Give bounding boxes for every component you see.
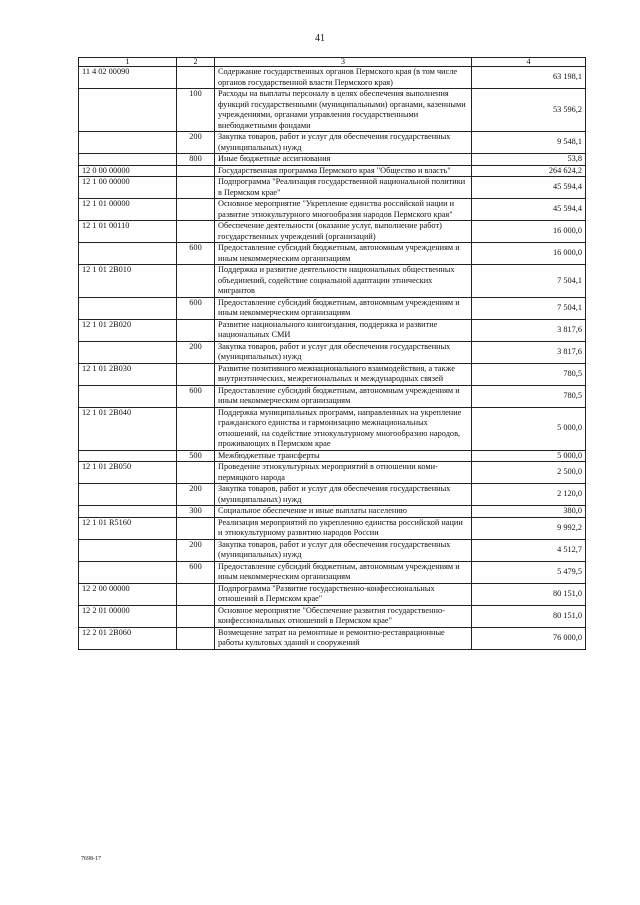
- classification-code-cell: 12 1 01 2В020: [79, 319, 177, 341]
- item-name-cell: Государственная программа Пермского края "Общество и власть": [215, 165, 472, 177]
- amount-cell: 7 504,1: [472, 297, 586, 319]
- amount-cell: 16 000,0: [472, 243, 586, 265]
- item-name-cell: Реализация мероприятий по укреплению единства российской нации и этнокультурному развитию народов России: [215, 517, 472, 539]
- item-name-cell: Возмещение затрат на ремонтные и ремонтно-реставрационные работы культовых зданий и сооружений: [215, 627, 472, 649]
- amount-cell: 264 624,2: [472, 165, 586, 177]
- classification-code-cell: [79, 89, 177, 132]
- table-row: [79, 67, 586, 89]
- table-row: [79, 385, 586, 407]
- expense-type-cell: 300: [177, 506, 215, 518]
- expense-type-cell: 200: [177, 539, 215, 561]
- item-name-cell: Предоставление субсидий бюджетным, автономным учреждениям и иным некоммерческим организациям: [215, 385, 472, 407]
- table-row: [79, 484, 586, 506]
- expense-type-cell: 500: [177, 450, 215, 462]
- classification-code-cell: 12 1 01 2В050: [79, 462, 177, 484]
- expense-type-cell: [177, 221, 215, 243]
- table-row: [79, 221, 586, 243]
- table-row: [79, 297, 586, 319]
- item-name-cell: Межбюджетные трансферты: [215, 450, 472, 462]
- expense-type-cell: 600: [177, 243, 215, 265]
- amount-cell: 2 500,0: [472, 462, 586, 484]
- classification-code-cell: 12 1 01 00110: [79, 221, 177, 243]
- amount-cell: 5 479,5: [472, 561, 586, 583]
- expense-type-cell: [177, 265, 215, 298]
- item-name-cell: Подпрограмма "Реализация государственной национальной политики в Пермском крае": [215, 177, 472, 199]
- expense-type-cell: 800: [177, 154, 215, 166]
- classification-code-cell: [79, 341, 177, 363]
- header-col-1: 1: [79, 58, 177, 67]
- expense-type-cell: 200: [177, 132, 215, 154]
- classification-code-cell: [79, 154, 177, 166]
- table-row: [79, 243, 586, 265]
- expense-type-cell: [177, 462, 215, 484]
- expense-type-cell: [177, 67, 215, 89]
- table-row: [79, 605, 586, 627]
- table-row: [79, 165, 586, 177]
- amount-cell: 380,0: [472, 506, 586, 518]
- expense-type-cell: [177, 517, 215, 539]
- item-name-cell: Проведение этнокультурных мероприятий в отношении коми-пермяцкого народа: [215, 462, 472, 484]
- expense-type-cell: 600: [177, 385, 215, 407]
- classification-code-cell: 12 1 01 00000: [79, 199, 177, 221]
- table-row: [79, 407, 586, 450]
- item-name-cell: Обеспечение деятельности (оказание услуг, выполнение работ) государственных учреждений (организаций): [215, 221, 472, 243]
- amount-cell: 9 992,2: [472, 517, 586, 539]
- item-name-cell: Закупка товаров, работ и услуг для обеспечения государственных (муниципальных) нужд: [215, 132, 472, 154]
- expense-type-cell: 600: [177, 297, 215, 319]
- item-name-cell: Развитие позитивного межнационального взаимодействия, а также внутриэтнических, межрегиональных и международных связей: [215, 363, 472, 385]
- amount-cell: 76 000,0: [472, 627, 586, 649]
- classification-code-cell: 12 2 00 00000: [79, 583, 177, 605]
- header-col-4: 4: [472, 58, 586, 67]
- item-name-cell: Закупка товаров, работ и услуг для обеспечения государственных (муниципальных) нужд: [215, 539, 472, 561]
- amount-cell: 7 504,1: [472, 265, 586, 298]
- table-row: [79, 561, 586, 583]
- amount-cell: 53 596,2: [472, 89, 586, 132]
- item-name-cell: Поддержка и развитие деятельности национальных общественных объединений, содействие социальной адаптации этнических мигрантов: [215, 265, 472, 298]
- item-name-cell: Основное мероприятие "Укрепление единства российской нации и развитие этнокультурного многообразия народов Пермского края": [215, 199, 472, 221]
- expense-type-cell: [177, 605, 215, 627]
- item-name-cell: Социальное обеспечение и иные выплаты населению: [215, 506, 472, 518]
- table-row: [79, 199, 586, 221]
- amount-cell: 45 594,4: [472, 177, 586, 199]
- footer-code: 7698-17: [81, 856, 101, 862]
- classification-code-cell: [79, 450, 177, 462]
- expense-type-cell: 200: [177, 484, 215, 506]
- item-name-cell: Развитие национального книгоиздания, поддержка и развитие национальных СМИ: [215, 319, 472, 341]
- item-name-cell: Расходы на выплаты персоналу в целях обеспечения выполнения функций государственными (муниципальными) органами, казенными учреждениями, органами управления государственными внебюджетными фондами: [215, 89, 472, 132]
- amount-cell: 3 817,6: [472, 319, 586, 341]
- classification-code-cell: 12 1 00 00000: [79, 177, 177, 199]
- table-row: [79, 462, 586, 484]
- header-col-3: 3: [215, 58, 472, 67]
- expense-type-cell: [177, 177, 215, 199]
- classification-code-cell: [79, 506, 177, 518]
- budget-table: [78, 57, 586, 650]
- table-row: [79, 177, 586, 199]
- classification-code-cell: 12 2 01 2В060: [79, 627, 177, 649]
- classification-code-cell: 12 1 01 2В030: [79, 363, 177, 385]
- table-row: [79, 450, 586, 462]
- expense-type-cell: [177, 583, 215, 605]
- amount-cell: 780,5: [472, 385, 586, 407]
- amount-cell: 45 594,4: [472, 199, 586, 221]
- classification-code-cell: [79, 297, 177, 319]
- expense-type-cell: [177, 319, 215, 341]
- expense-type-cell: [177, 627, 215, 649]
- amount-cell: 780,5: [472, 363, 586, 385]
- table-row: [79, 154, 586, 166]
- table-row: [79, 506, 586, 518]
- classification-code-cell: [79, 385, 177, 407]
- amount-cell: 2 120,0: [472, 484, 586, 506]
- classification-code-cell: [79, 484, 177, 506]
- classification-code-cell: 12 1 01 R5160: [79, 517, 177, 539]
- amount-cell: 63 198,1: [472, 67, 586, 89]
- expense-type-cell: [177, 407, 215, 450]
- header-col-2: 2: [177, 58, 215, 67]
- item-name-cell: Поддержка муниципальных программ, направленных на укрепление гражданского единства и гармонизацию межнациональных отношений, на содействие этнокультурному многообразию народов, проживающих в Пермском крае: [215, 407, 472, 450]
- table-row: [79, 363, 586, 385]
- page-number: 41: [315, 33, 325, 44]
- item-name-cell: Закупка товаров, работ и услуг для обеспечения государственных (муниципальных) нужд: [215, 341, 472, 363]
- classification-code-cell: 11 4 02 00090: [79, 67, 177, 89]
- item-name-cell: Закупка товаров, работ и услуг для обеспечения государственных (муниципальных) нужд: [215, 484, 472, 506]
- amount-cell: 9 548,1: [472, 132, 586, 154]
- table-header-row: [79, 58, 586, 67]
- amount-cell: 53,8: [472, 154, 586, 166]
- item-name-cell: Содержание государственных органов Пермского края (в том числе органов государственной власти Пермского края): [215, 67, 472, 89]
- amount-cell: 80 151,0: [472, 583, 586, 605]
- expense-type-cell: [177, 165, 215, 177]
- item-name-cell: Подпрограмма "Развитие государственно-конфессиональных отношений в Пермском крае": [215, 583, 472, 605]
- amount-cell: 5 000,0: [472, 407, 586, 450]
- table-row: [79, 341, 586, 363]
- table-row: [79, 583, 586, 605]
- classification-code-cell: 12 0 00 00000: [79, 165, 177, 177]
- expense-type-cell: [177, 199, 215, 221]
- classification-code-cell: 12 2 01 00000: [79, 605, 177, 627]
- table-row: [79, 539, 586, 561]
- table-row: [79, 132, 586, 154]
- item-name-cell: Основное мероприятие "Обеспечение развития государственно-конфессиональных отношений в Пермском крае": [215, 605, 472, 627]
- classification-code-cell: [79, 132, 177, 154]
- expense-type-cell: [177, 363, 215, 385]
- table-row: [79, 89, 586, 132]
- amount-cell: 16 000,0: [472, 221, 586, 243]
- expense-type-cell: 200: [177, 341, 215, 363]
- classification-code-cell: 12 1 01 2В040: [79, 407, 177, 450]
- table-row: [79, 517, 586, 539]
- classification-code-cell: [79, 539, 177, 561]
- table-body: [79, 67, 586, 650]
- item-name-cell: Предоставление субсидий бюджетным, автономным учреждениям и иным некоммерческим организациям: [215, 561, 472, 583]
- item-name-cell: Предоставление субсидий бюджетным, автономным учреждениям и иным некоммерческим организациям: [215, 297, 472, 319]
- amount-cell: 5 000,0: [472, 450, 586, 462]
- classification-code-cell: 12 1 01 2В010: [79, 265, 177, 298]
- table-row: [79, 319, 586, 341]
- table-row: [79, 627, 586, 649]
- expense-type-cell: 100: [177, 89, 215, 132]
- amount-cell: 4 512,7: [472, 539, 586, 561]
- item-name-cell: Иные бюджетные ассигнования: [215, 154, 472, 166]
- classification-code-cell: [79, 243, 177, 265]
- expense-type-cell: 600: [177, 561, 215, 583]
- classification-code-cell: [79, 561, 177, 583]
- table-row: [79, 265, 586, 298]
- amount-cell: 80 151,0: [472, 605, 586, 627]
- amount-cell: 3 817,6: [472, 341, 586, 363]
- item-name-cell: Предоставление субсидий бюджетным, автономным учреждениям и иным некоммерческим организациям: [215, 243, 472, 265]
